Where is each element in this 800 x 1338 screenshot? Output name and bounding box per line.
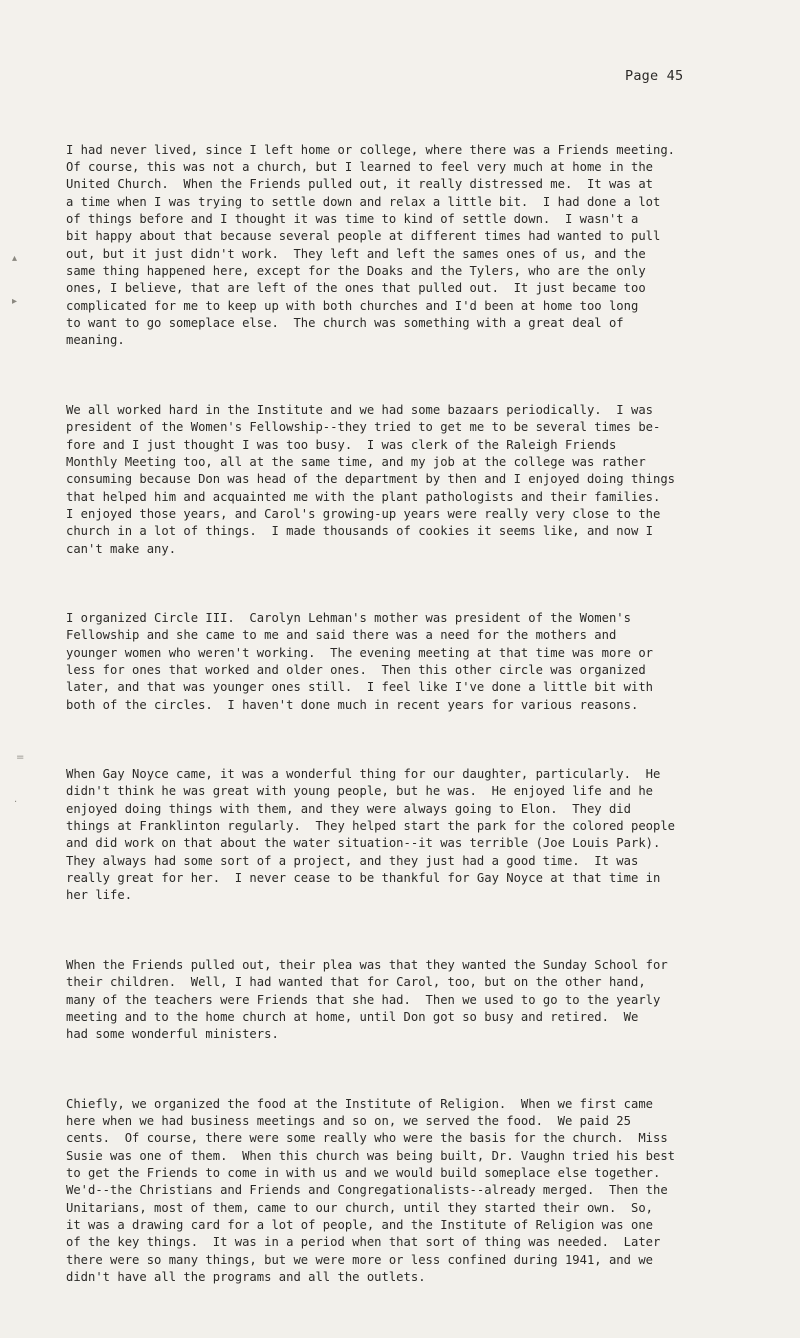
margin-mark: ▸ (12, 296, 18, 307)
paragraph-5: When the Friends pulled out, their plea was that they wanted the Sunday School for their children. Well, I had wanted that for Carol, too, but on the other hand, many of the teachers were Friends that she had. Then we used to go to the yearly meeting and to the home church at home, until Don got so busy and retired. We had some wonderful ministers. (66, 957, 668, 1042)
paragraph-1: I had never lived, since I left home or college, where there was a Friends meeting. Of course, this was not a church, but I learned to feel very much at home in the United Church. When the Friends pulled out, it really distressed me. It was at a time when I was trying to settle down and relax a little bit. I had done a lot of things before and I thought it was time to kind of settle down. I wasn't a bit happy about that because several people at different times had wanted to pull out, but it just didn't work. They left and left the sames ones of us, and the same thing happened here, except for the Doaks and the Tylers, who are the only ones, I believe, that are left of the ones that pulled out. It just became too complicated for me to keep up with both churches and I'd been at home too long to want to go someplace else. The church was something with a great deal of meaning. (66, 142, 676, 348)
document-body (66, 107, 766, 1338)
paragraph-2: We all worked hard in the Institute and we had some bazaars periodically. I was president of the Women's Fellowship--they tried to get me to be several times be- fore and I just thought I was too busy. I was clerk of the Raleigh Friends Monthly Meeting too, all at the same time, and my job at the college was rather consuming because Don was head of the department by then and I enjoyed doing things that helped him and acquainted me with the plant pathologists and their families. I enjoyed those years, and Carol's growing-up years were really very close to the church in a lot of things. I made thousands of cookies it seems like, and now I can't make any. (66, 402, 676, 556)
paragraph-4: When Gay Noyce came, it was a wonderful thing for our daughter, particularly. He didn't think he was great with young people, but he was. He enjoyed life and he enjoyed doing things with them, and they were always going to Elon. They did things at Franklinton regularly. They helped start the park for the colored people and did work on that about the water situation--it was terrible (Joe Louis Park). They always had some sort of a project, and they just had a good time. It was really great for her. I never cease to be thankful for Gay Noyce at that time in her life. (66, 767, 676, 903)
margin-mark: · (14, 797, 18, 808)
margin-mark: = (16, 752, 25, 763)
margin-mark: ▴ (12, 253, 18, 264)
page-number: Page 45 (625, 68, 684, 84)
paragraph-3: I organized Circle III. Carolyn Lehman's mother was president of the Women's Fellowship and she came to me and said there was a need for the mothers and younger women who weren't working. The evening meeting at that time was more or less for ones that worked and older ones. Then this other circle was organized later, and that was younger ones still. I feel like I've done a little bit with both of the circles. I haven't done much in recent years for various reasons. (66, 610, 653, 712)
paragraph-6: Chiefly, we organized the food at the Institute of Religion. When we first came here when we had business meetings and so on, we served the food. We paid 25 cents. Of course, there were some really who were the basis for the church. Miss Susie was one of them. When this church was being built, Dr. Vaughn tried his best to get the Friends to come in with us and we would build someplace else together. We'd--the Christians and Friends and Congregationalists--already merged. Then the Unitarians, most of them, came to our church, until they started their own. So, it was a drawing card for a lot of people, and the Institute of Religion was one of the key things. It was in a period when that sort of thing was needed. Later there were so many things, but we were more or less confined during 1941, and we didn't have all the programs and all the outlets. (66, 1096, 676, 1285)
